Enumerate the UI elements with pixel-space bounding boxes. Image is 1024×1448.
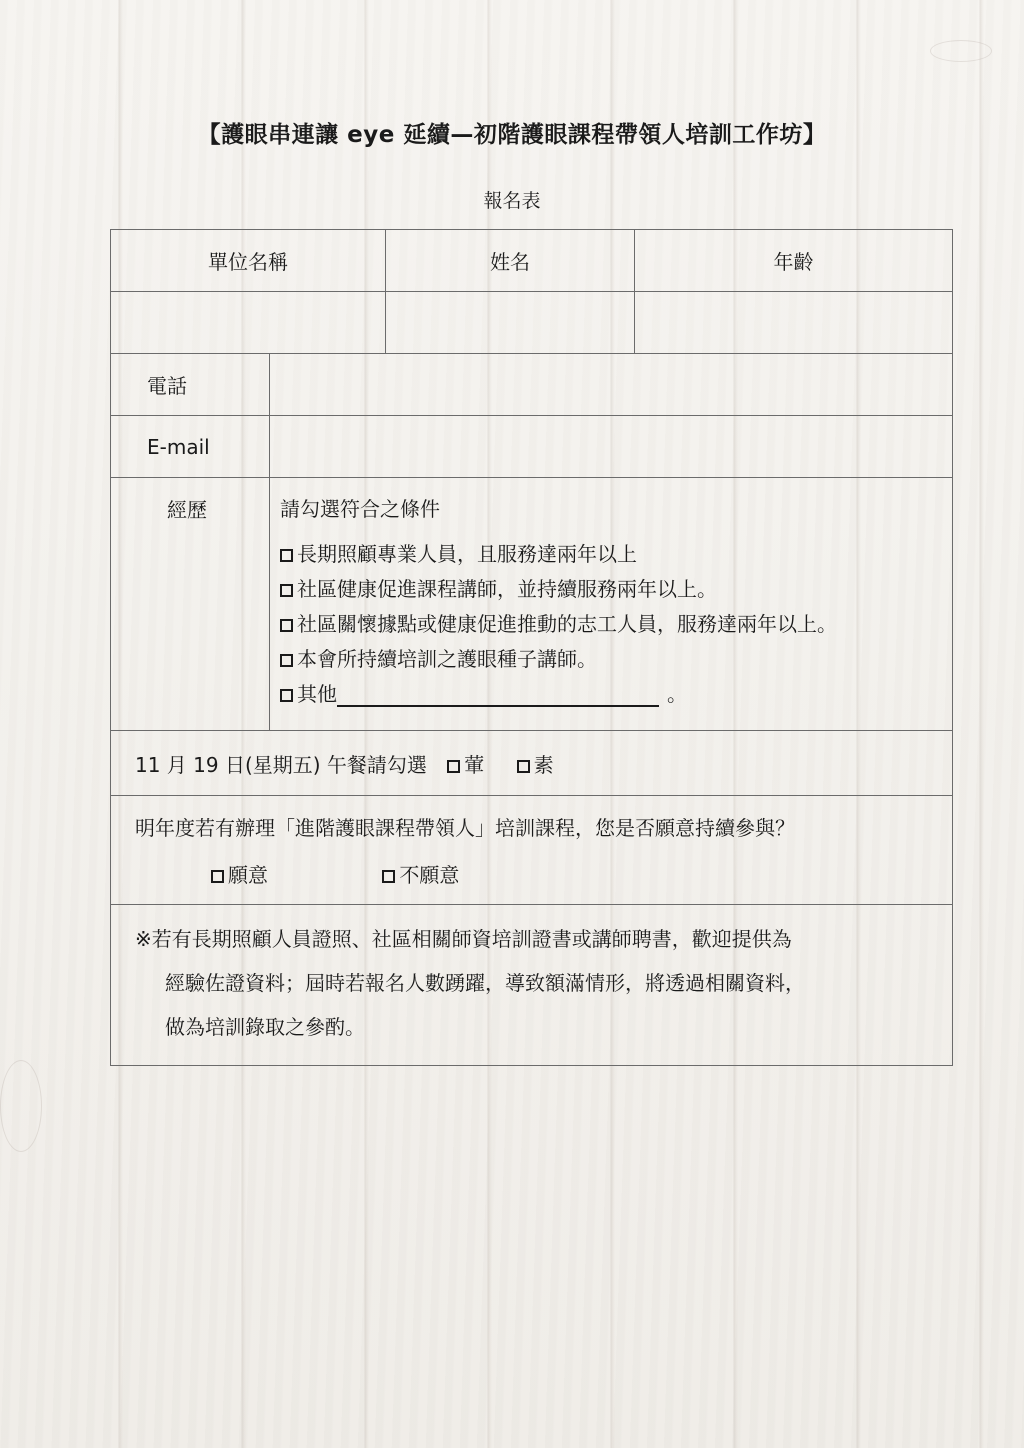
experience-prompt: 請勾選符合之條件 [280,497,440,521]
experience-option: 社區關懷據點或健康促進推動的志工人員，服務達兩年以上。 [280,607,952,642]
checkbox[interactable] [280,689,293,702]
wood-knot-decoration [930,40,992,62]
header-unit-name: 單位名稱 [111,230,386,292]
note-row [111,905,953,1066]
question-text: 明年度若有辦理「進階護眼課程帶領人」培訓課程，您是否願意持續參與？ [135,816,795,840]
unit-name-field[interactable] [111,292,386,354]
checkbox[interactable] [280,549,293,562]
phone-row [111,354,953,416]
header-age: 年齡 [635,230,953,292]
lunch-option-meat: 葷 [447,753,484,777]
experience-option: 社區健康促進課程講師，並持續服務兩年以上。 [280,572,952,607]
experience-option: 長期照顧專業人員，且服務達兩年以上 [280,537,952,572]
checkbox[interactable] [280,619,293,632]
checkbox[interactable] [280,654,293,667]
lunch-text: 11 月 19 日(星期五) 午餐請勾選 [135,752,427,777]
note-line: ※若有長期照顧人員證照、社區相關師資培訓證書或講師聘書，歡迎提供為 [135,927,792,951]
checkbox[interactable] [211,870,224,883]
registration-form-table [110,229,953,1066]
form-subtitle: 報名表 [483,190,541,212]
note-line: 經驗佐證資料；屆時若報名人數踴躍，導致額滿情形，將透過相關資料， [165,971,805,995]
wood-knot-decoration [0,1060,42,1152]
experience-label: 經歷 [111,478,270,731]
checkbox[interactable] [447,760,460,773]
lunch-cell [111,731,953,796]
question-options [135,860,952,890]
experience-option-other: 其他 。 [280,677,952,712]
header-row [111,230,953,292]
lunch-row [111,731,953,796]
age-field[interactable] [635,292,953,354]
input-row [111,292,953,354]
note-line: 做為培訓錄取之參酌。 [165,1015,365,1039]
option-willing: 願意 [211,863,268,887]
experience-option: 本會所持續培訓之護眼種子講師。 [280,642,952,677]
checkbox[interactable] [517,760,530,773]
question-row [111,796,953,905]
lunch-option-veg: 素 [517,753,554,777]
other-blank-line[interactable] [337,683,659,707]
checkbox[interactable] [280,584,293,597]
question-cell [111,796,953,905]
experience-content [270,478,953,731]
experience-row [111,478,953,731]
name-field[interactable] [386,292,635,354]
phone-label: 電話 [111,354,270,416]
checkbox[interactable] [382,870,395,883]
email-row [111,416,953,478]
header-name: 姓名 [386,230,635,292]
phone-field[interactable] [270,354,953,416]
page-title: 【護眼串連讓 eye 延續—初階護眼課程帶領人培訓工作坊】 [197,122,827,148]
option-unwilling: 不願意 [382,863,459,887]
email-label: E-mail [111,416,270,478]
email-field[interactable] [270,416,953,478]
note-cell [111,905,953,1066]
